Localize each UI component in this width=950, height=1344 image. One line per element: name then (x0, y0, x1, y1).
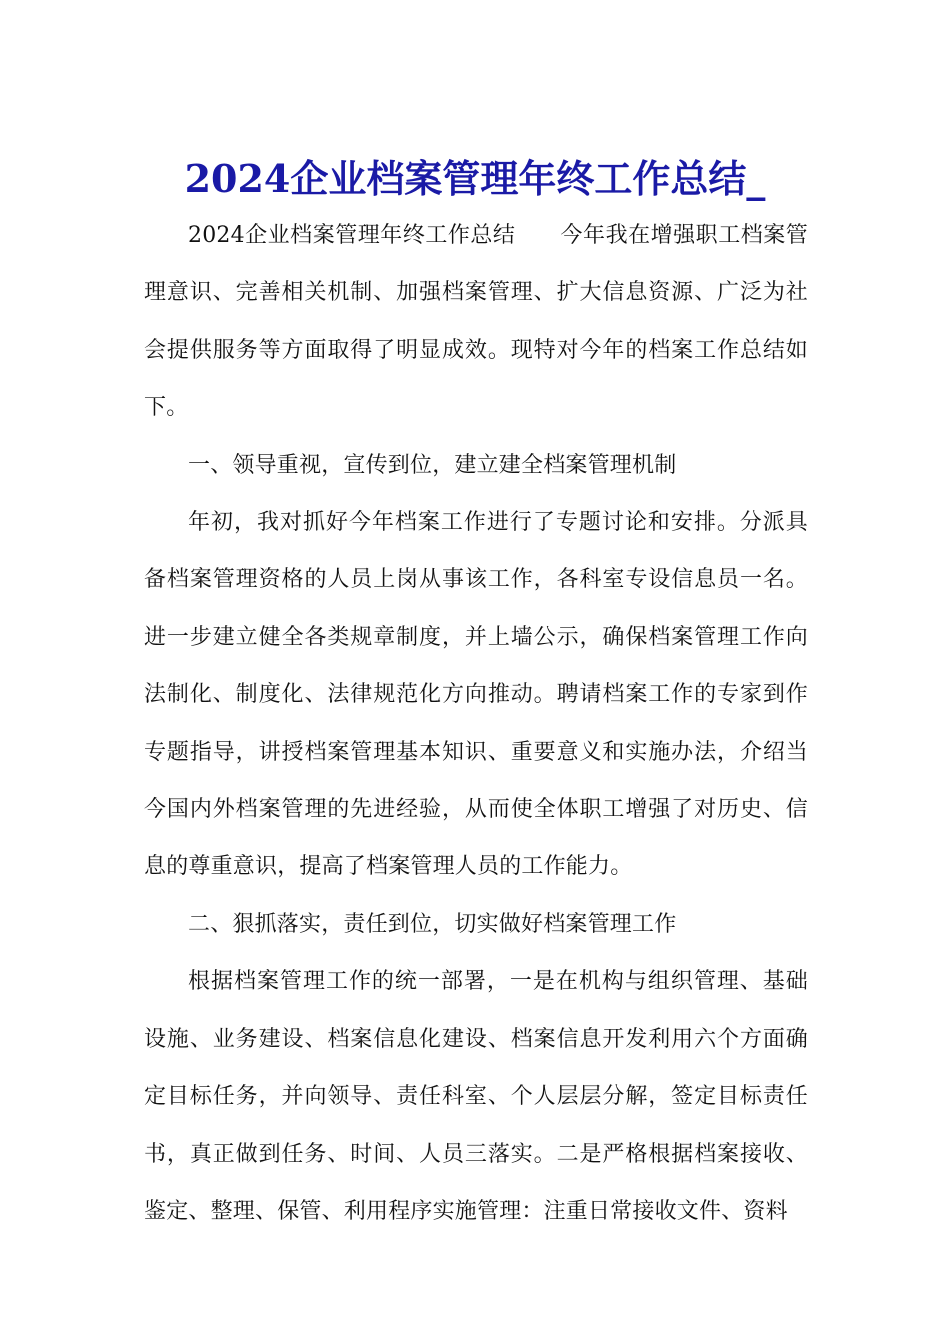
paragraph-intro: 2024企业档案管理年终工作总结 今年我在增强职工档案管理意识、完善相关机制、加强档案管理、扩大信息资源、广泛为社会提供服务等方面取得了明显成效。现特对今年的档案工作总结如下。 (144, 223, 808, 421)
document-title: 2024企业档案管理年终工作总结_ (184, 156, 766, 202)
document-body (144, 207, 808, 1240)
section-heading-1: 一、领导重视，宣传到位，建立建全档案管理机制 (188, 452, 677, 478)
paragraph-section-1: 年初，我对抓好今年档案工作进行了专题讨论和安排。分派具备档案管理资格的人员上岗从事该工作，各科室专设信息员一名。进一步建立健全各类规章制度，并上墙公示，确保档案管理工作向法制化、制度化、法律规范化方向推动。聘请档案工作的专家到作专题指导，讲授档案管理基本知识、重要意义和实施办法，介绍当今国内外档案管理的先进经验，从而使全体职工增强了对历史、信息的尊重意识，提高了档案管理人员的工作能力。 (144, 510, 808, 880)
section-heading-2: 二、狠抓落实，责任到位，切实做好档案管理工作 (188, 911, 677, 937)
paragraph-section-2: 根据档案管理工作的统一部署，一是在机构与组织管理、基础设施、业务建设、档案信息化建设、档案信息开发利用六个方面确定目标任务，并向领导、责任科室、个人层层分解，签定目标责任书，真正做到任务、时间、人员三落实。二是严格根据档案接收、鉴定、整理、保管、利用程序实施管理：注重日常接收文件、资料 (144, 969, 808, 1224)
